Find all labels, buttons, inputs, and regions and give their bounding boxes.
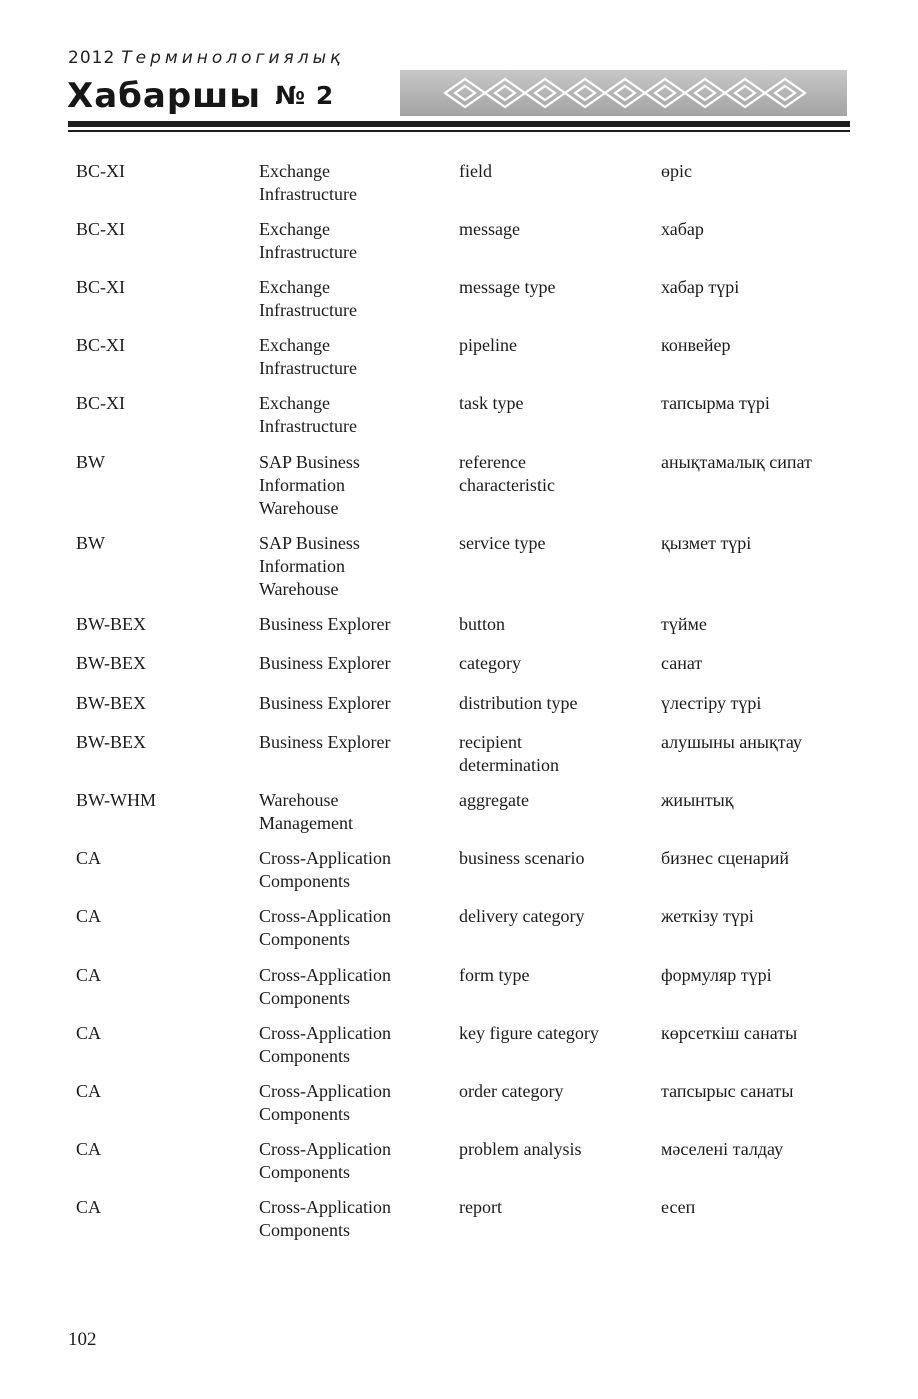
row-term-en (459, 1196, 654, 1219)
row-term-kk-line: мәселені талдау (661, 1139, 784, 1159)
row-term-en-line: pipeline (459, 335, 517, 355)
row-term-kk-line: жеткізу түрі (661, 906, 754, 926)
row-code-line: BC-XI (76, 393, 125, 413)
row-component-line: Exchange (259, 335, 330, 355)
row-code-line: BC-XI (76, 161, 125, 181)
row-term-en-line: form type (459, 965, 530, 985)
row-term-kk (661, 392, 861, 415)
row-component-line: Exchange (259, 277, 330, 297)
ornament-banner (400, 70, 847, 116)
row-term-kk (661, 218, 861, 241)
row-term-kk-line: хабар түрі (661, 277, 740, 297)
row-code-line: BC-XI (76, 335, 125, 355)
row-term-en-line: service type (459, 533, 546, 553)
row-component-line: Exchange (259, 161, 330, 181)
row-term-en-line: task type (459, 393, 524, 413)
row-term-kk-line: түйме (661, 614, 707, 634)
row-code-line: BW-BEX (76, 693, 146, 713)
row-term-en-line: category (459, 653, 521, 673)
row-term-en (459, 160, 654, 183)
row-term-en (459, 613, 654, 636)
row-component (259, 276, 454, 322)
row-code (76, 905, 251, 928)
row-term-kk (661, 334, 861, 357)
row-term-en (459, 276, 654, 299)
row-component-line: Infrastructure (259, 300, 357, 320)
row-component-line: Warehouse (259, 579, 339, 599)
row-term-en-line: field (459, 161, 492, 181)
row-term-kk (661, 964, 861, 987)
row-term-en-line: report (459, 1197, 502, 1217)
row-code (76, 218, 251, 241)
row-term-kk (661, 1022, 861, 1045)
row-component-line: Cross-Application (259, 1023, 391, 1043)
row-code-line: BW (76, 533, 105, 553)
row-code (76, 731, 251, 754)
row-code-line: BC-XI (76, 277, 125, 297)
header-rule-thick (68, 121, 850, 127)
row-component (259, 692, 454, 715)
row-term-kk-line: алушыны анықтау (661, 732, 802, 752)
row-component (259, 1138, 454, 1184)
row-component (259, 613, 454, 636)
row-code (76, 1196, 251, 1219)
row-term-kk-line: бизнес сценарий (661, 848, 789, 868)
row-component-line: Components (259, 1220, 351, 1240)
row-code (76, 652, 251, 675)
row-term-kk (661, 905, 861, 928)
row-term-en-line: message type (459, 277, 556, 297)
row-component (259, 392, 454, 438)
row-component (259, 1196, 454, 1242)
row-term-kk-line: көрсеткіш санаты (661, 1023, 798, 1043)
row-component-line: Warehouse (259, 498, 339, 518)
row-term-en-line: determination (459, 755, 559, 775)
row-term-en (459, 789, 654, 812)
row-term-en (459, 1138, 654, 1161)
row-term-kk-line: формуляр түрі (661, 965, 772, 985)
row-term-en-line: problem analysis (459, 1139, 582, 1159)
journal-word: Терминологиялық (121, 48, 345, 68)
row-component-line: Components (259, 1162, 351, 1182)
row-term-kk-line: есеп (661, 1197, 696, 1217)
row-code (76, 334, 251, 357)
row-component (259, 1080, 454, 1126)
row-component (259, 652, 454, 675)
row-term-kk (661, 789, 861, 812)
row-code-line: BW (76, 452, 105, 472)
row-code (76, 276, 251, 299)
row-code-line: CA (76, 906, 102, 926)
row-term-kk (661, 451, 861, 474)
row-component (259, 847, 454, 893)
journal-year: 2012 (68, 48, 116, 68)
row-component-line: Business Explorer (259, 732, 391, 752)
row-term-kk-line: тапсырма түрі (661, 393, 770, 413)
row-term-en (459, 1022, 654, 1045)
row-term-en-line: button (459, 614, 506, 634)
row-code (76, 692, 251, 715)
row-component-line: Infrastructure (259, 184, 357, 204)
row-code-line: CA (76, 1139, 102, 1159)
row-term-kk (661, 276, 861, 299)
row-component (259, 1022, 454, 1068)
row-code (76, 1138, 251, 1161)
journal-issue: № 2 (275, 81, 335, 110)
row-term-en-line: order category (459, 1081, 564, 1101)
row-code (76, 160, 251, 183)
row-term-kk-line: өріс (661, 161, 692, 181)
row-component-line: Information (259, 475, 345, 495)
row-term-en (459, 1080, 654, 1103)
row-term-en-line: business scenario (459, 848, 585, 868)
row-term-en-line: recipient (459, 732, 522, 752)
row-code (76, 532, 251, 555)
row-term-en (459, 847, 654, 870)
row-term-kk (661, 160, 861, 183)
row-term-en (459, 392, 654, 415)
row-term-kk-line: конвейер (661, 335, 731, 355)
row-term-en (459, 451, 654, 497)
row-component-line: Exchange (259, 219, 330, 239)
row-component (259, 451, 454, 520)
row-code (76, 1080, 251, 1103)
row-term-en-line: reference (459, 452, 526, 472)
row-term-en (459, 532, 654, 555)
row-component (259, 905, 454, 951)
row-component (259, 160, 454, 206)
row-component-line: Cross-Application (259, 1139, 391, 1159)
row-term-kk (661, 1080, 861, 1103)
row-term-kk (661, 613, 861, 636)
row-code-line: CA (76, 1023, 102, 1043)
row-component-line: Infrastructure (259, 242, 357, 262)
row-component-line: Cross-Application (259, 848, 391, 868)
row-term-kk (661, 692, 861, 715)
row-code (76, 613, 251, 636)
row-term-kk (661, 847, 861, 870)
ornament-pattern-icon (440, 75, 810, 111)
row-component (259, 334, 454, 380)
row-term-kk (661, 731, 861, 754)
row-term-kk (661, 652, 861, 675)
row-term-en-line: message (459, 219, 520, 239)
row-component-line: Cross-Application (259, 1197, 391, 1217)
row-term-en (459, 334, 654, 357)
row-term-en (459, 905, 654, 928)
row-term-en (459, 731, 654, 777)
row-term-kk-line: хабар (661, 219, 704, 239)
row-code-line: CA (76, 1197, 102, 1217)
row-term-en (459, 964, 654, 987)
row-term-en (459, 652, 654, 675)
row-component-line: SAP Business (259, 533, 360, 553)
row-term-en-line: aggregate (459, 790, 529, 810)
row-component-line: Cross-Application (259, 1081, 391, 1101)
row-term-en-line: distribution type (459, 693, 578, 713)
row-component-line: SAP Business (259, 452, 360, 472)
row-code-line: CA (76, 965, 102, 985)
row-component-line: Exchange (259, 393, 330, 413)
row-term-en (459, 692, 654, 715)
row-term-kk-line: жиынтық (661, 790, 734, 810)
journal-title-line (67, 76, 334, 116)
row-component-line: Warehouse (259, 790, 339, 810)
page-header (0, 0, 918, 140)
row-term-en-line: characteristic (459, 475, 555, 495)
row-component-line: Management (259, 813, 353, 833)
journal-year-line (68, 48, 344, 68)
row-component-line: Components (259, 988, 351, 1008)
row-term-kk (661, 532, 861, 555)
row-component-line: Components (259, 1046, 351, 1066)
row-code (76, 964, 251, 987)
row-component-line: Cross-Application (259, 906, 391, 926)
row-code-line: BC-XI (76, 219, 125, 239)
row-component (259, 789, 454, 835)
row-code (76, 1022, 251, 1045)
row-component (259, 731, 454, 754)
row-code (76, 789, 251, 812)
row-component-line: Components (259, 871, 351, 891)
row-code-line: BW-BEX (76, 653, 146, 673)
row-code-line: BW-WHM (76, 790, 156, 810)
row-component-line: Business Explorer (259, 693, 391, 713)
row-component-line: Components (259, 929, 351, 949)
row-term-kk (661, 1196, 861, 1219)
row-component-line: Information (259, 556, 345, 576)
row-component-line: Cross-Application (259, 965, 391, 985)
row-code-line: BW-BEX (76, 614, 146, 634)
row-term-en-line: delivery category (459, 906, 585, 926)
row-term-kk (661, 1138, 861, 1161)
header-rule-thin (68, 130, 850, 132)
journal-title: Хабаршы (67, 76, 262, 116)
row-code-line: CA (76, 1081, 102, 1101)
row-term-kk-line: үлестіру түрі (661, 693, 762, 713)
row-component-line: Business Explorer (259, 653, 391, 673)
row-code-line: BW-BEX (76, 732, 146, 752)
row-term-kk-line: санат (661, 653, 703, 673)
row-component-line: Components (259, 1104, 351, 1124)
row-component (259, 532, 454, 601)
row-term-kk-line: тапсырыс санаты (661, 1081, 794, 1101)
row-component-line: Infrastructure (259, 416, 357, 436)
row-component (259, 218, 454, 264)
row-term-en-line: key figure category (459, 1023, 599, 1043)
row-code (76, 392, 251, 415)
page-number: 102 (68, 1329, 97, 1350)
row-component-line: Infrastructure (259, 358, 357, 378)
row-component-line: Business Explorer (259, 614, 391, 634)
row-term-kk-line: анықтамалық сипат (661, 452, 812, 472)
row-code (76, 451, 251, 474)
row-code-line: CA (76, 848, 102, 868)
row-term-en (459, 218, 654, 241)
row-component (259, 964, 454, 1010)
row-code (76, 847, 251, 870)
row-term-kk-line: қызмет түрі (661, 533, 752, 553)
